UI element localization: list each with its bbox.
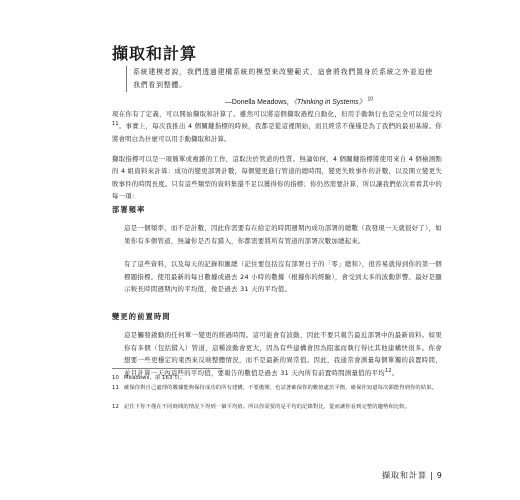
footnote-text: 記住下你不僅在不同時間的情況下得到一個平均值。所以你需要的是平均的記錄對比，從而讓你看到完整的趨勢和比較。 bbox=[124, 404, 411, 410]
page-number: 9 bbox=[436, 471, 443, 480]
quote-attribution bbox=[225, 96, 373, 106]
metrics-paragraph: 擷取指標可以是一項簡單或複雜的工作，這取決於管道的性質。無論如何，4 個關鍵指標將使用來自 4 個檢測點的 4 組資料來計算：成功的變更部署計數，每個變更進行管道的總時間，變更失敗事件的計數，以及開立變更失敗事件的時間長度。只有這些類型的資料集還不足以獲得你的指標；你仍然需要計算，所以讓我們依次看看其中的每一項： bbox=[112, 155, 442, 201]
intro-text-end: 。事實上，每次我推出 4 個關鍵指標的時候，我都是從這裡開始，而且經常不僅僅是為了我們的最初基線。你將會明白為什麼可以用手動擷取和計算。 bbox=[112, 122, 442, 143]
footnote-divider bbox=[112, 368, 222, 369]
chapter-title: 擷取和計算 bbox=[112, 44, 198, 63]
footnote-text: Meadows，第 163 頁。 bbox=[124, 375, 186, 381]
footnote-number: 12 bbox=[112, 404, 119, 410]
footnote-11 bbox=[112, 384, 442, 393]
lead-time-text-start: 這是觸發啟動的任何單一變更的經過時間。這可能會有波動，因此不要只報告最近部署中的最新資料。如果你有多個（包括錯入）管道，這種波動會更大，因為有些建構會因為阻塞而執行得比其他建構快很多。你會想要一些更穩定的東西來反映整體情況，而不是最新的異常值。因此，我通常會測量每個單獨的前置時間，並且計算一天內這些的平均值，要報告的數值是過去 31 天內所有前置時間測量值的平均 bbox=[124, 331, 442, 377]
lead-time-paragraph bbox=[124, 329, 442, 379]
deploy-frequency-paragraph-2: 有了這些資料，以及每天的記錄和匯總（記住要包括沒有部署日子的「零」總和），很容易就得到你的第一個標題指標。使用最新的每日數據或過去 24 小時的數據（根據你的經驗），會受到太多的波動影響。最好是顯示較長時間週期內的平均值，像是過去 31 天的平均值。 bbox=[124, 260, 442, 294]
footnote-12 bbox=[112, 403, 442, 412]
quote-book-title: 《Thinking in Systems》 bbox=[293, 99, 366, 106]
intro-text-start: 現在你有了定義，可以開始擷取和計算了。雖然可以將這個擷取過程自動化，但用手動執行也是完全可以接受的 bbox=[112, 110, 442, 118]
footnote-ref-12: 12 bbox=[384, 367, 392, 374]
page-footer bbox=[382, 470, 443, 481]
quote-author: —Donella Meadows， bbox=[225, 99, 294, 106]
lead-time-text-end: 。 bbox=[391, 368, 399, 377]
footnote-ref-11: 11 bbox=[112, 121, 119, 128]
footnote-text: 確保你對自己處理的數據能夠保持成功的所有建構，不要拋開，也試著確保你的數值處於平衡，確保你知道每次都能得到你的結果。 bbox=[124, 385, 438, 391]
section-heading-lead-time: 變更的前置時間 bbox=[112, 312, 171, 321]
intro-paragraph bbox=[112, 108, 442, 145]
footnote-10 bbox=[112, 374, 442, 383]
footnote-number: 10 bbox=[112, 375, 119, 381]
footnote-ref-10: 10 bbox=[367, 96, 374, 103]
quote-text: 系統建模者說，我們透過建構系統的模型來改變範式，這會將我們置身於系統之外並迫使我們看到整體。 bbox=[133, 68, 433, 89]
running-header-section: 擷取和計算 bbox=[382, 471, 427, 480]
epigraph-quote bbox=[126, 66, 438, 92]
deploy-frequency-paragraph-1: 這是一個頻率，而不是計數，因此你需要有在給定的時間週期內成功部署的總數（我發現一天就很好了），如果你有多個管道，無論你是否有錯入，你都需要將所有管道的部署次數加總起來。 bbox=[124, 224, 442, 245]
section-heading-deploy-frequency: 部署頻率 bbox=[112, 205, 146, 214]
footnote-number: 11 bbox=[112, 385, 119, 391]
footer-separator: | bbox=[430, 471, 434, 480]
